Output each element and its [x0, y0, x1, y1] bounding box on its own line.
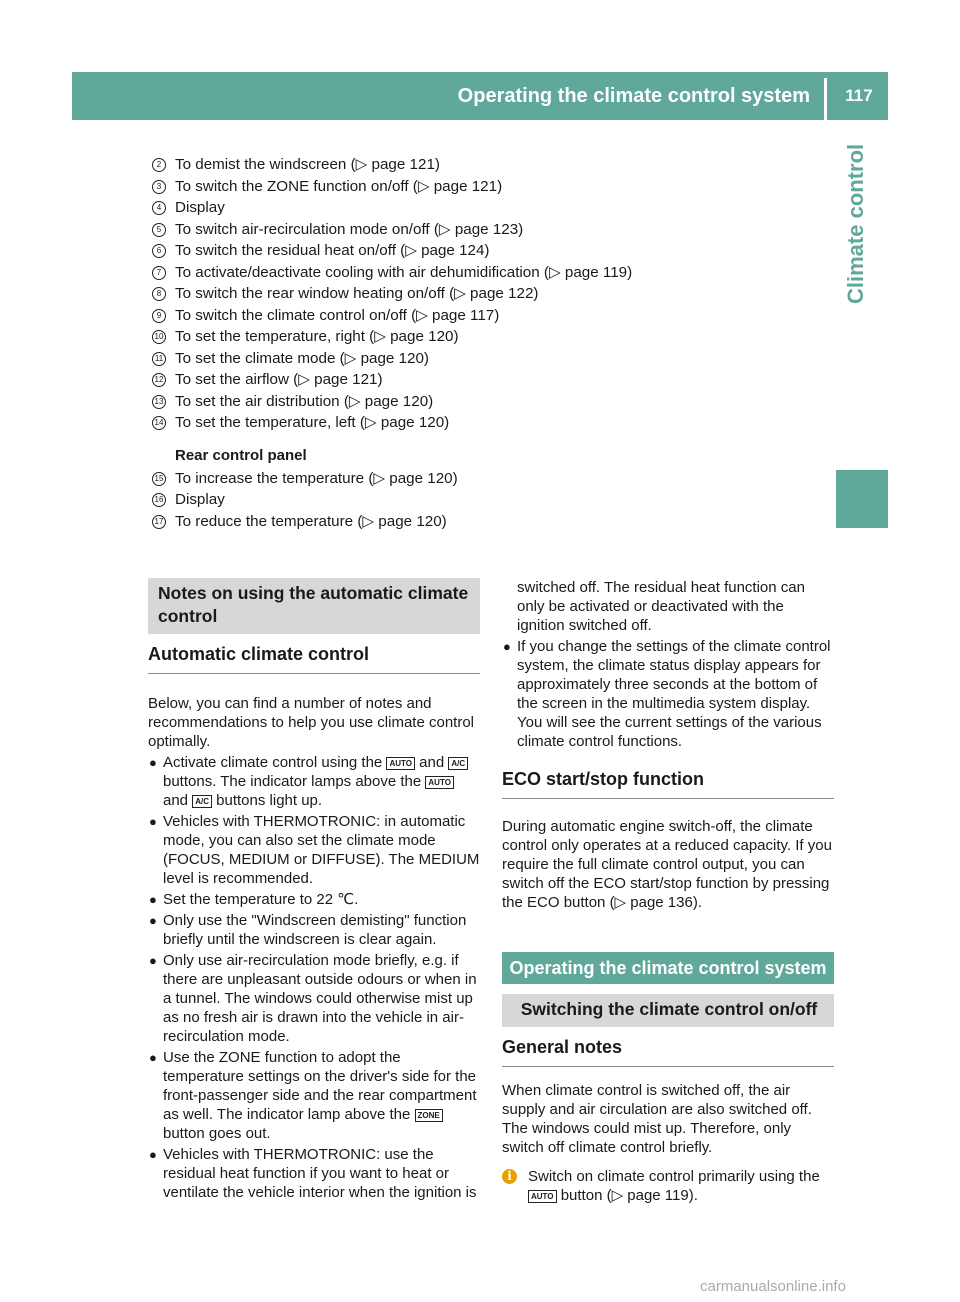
number-marker: 5: [152, 223, 166, 237]
list-item: 10 To set the temperature, right (▷ page 120): [152, 326, 852, 348]
section-heading: Automatic climate control: [148, 644, 480, 674]
list-item: 8 To switch the rear window heating on/off (▷ page 122): [152, 283, 852, 305]
ac-button-icon: A/C: [192, 795, 212, 808]
list-item: 3 To switch the ZONE function on/off (▷ page 121): [152, 176, 852, 198]
general-notes-paragraph: When climate control is switched off, the air supply and air circulation are also switched off. The windows could mist up. Therefore, only switch off climate control briefly.: [502, 1082, 812, 1156]
info-icon: i: [502, 1169, 517, 1184]
list-item: ● Only use the "Windscreen demisting" function briefly until the windscreen is clear again.: [149, 912, 467, 948]
section-title-box: Operating the climate control system: [502, 952, 834, 984]
list-item: ● Activate climate control using the AUTO and A/C buttons. The indicator lamps above the AUTO and A/C buttons light up.: [148, 753, 480, 810]
list-item: ● Vehicles with THERMOTRONIC: in automatic mode, you can also set the climate mode (FOCUS, MEDIUM or DIFFUSE). The MEDIUM level is recommended.: [149, 813, 480, 887]
number-marker: 11: [152, 352, 166, 366]
number-marker: 17: [152, 515, 166, 529]
eco-heading: ECO start/stop function: [502, 769, 834, 799]
list-item: 7 To activate/deactivate cooling with air dehumidification (▷ page 119): [152, 262, 852, 284]
side-tab-label: Climate control: [843, 143, 868, 304]
list-item: ● Use the ZONE function to adopt the temperature settings on the driver's side for the front-passenger side and the rear compartment as well. The indicator lamp above the ZONE button goes out.: [149, 1049, 477, 1142]
number-marker: 6: [152, 244, 166, 258]
number-marker: 15: [152, 472, 166, 486]
header-divider: [824, 78, 827, 120]
info-note: i Switch on climate control primarily using the AUTO button (▷ page 119).: [502, 1167, 834, 1205]
right-column: [502, 578, 834, 1205]
notes-list-continued: [502, 637, 834, 751]
subsection-title-box: Switching the climate control on/off: [502, 994, 834, 1027]
list-item: 12 To set the airflow (▷ page 121): [152, 369, 852, 391]
numbered-list: [152, 154, 852, 532]
general-notes-heading: General notes: [502, 1037, 834, 1067]
list-item: 4 Display: [152, 197, 852, 219]
auto-button-icon: AUTO: [528, 1190, 557, 1203]
page-title: Operating the climate control system: [457, 85, 810, 107]
list-item: ● Only use air-recirculation mode briefly, e.g. if there are unpleasant outside odours or when in a tunnel. The windows could otherwise mist up as no fresh air is drawn into the vehicle in air-recirculation mode.: [149, 952, 477, 1045]
list-item: ● Vehicles with THERMOTRONIC: use the residual heat function if you want to heat or ventilate the vehicle interior when the ignition is: [149, 1146, 477, 1201]
continuation-paragraph: switched off. The residual heat function can only be activated or deactivated with the ignition switched off.: [517, 579, 805, 634]
number-marker: 8: [152, 287, 166, 301]
list-item: 17 To reduce the temperature (▷ page 120): [152, 511, 852, 533]
number-marker: 2: [152, 158, 166, 172]
auto-button-icon: AUTO: [425, 776, 454, 789]
number-marker: 14: [152, 416, 166, 430]
list-item: 5 To switch air-recirculation mode on/off (▷ page 123): [152, 219, 852, 241]
number-marker: 4: [152, 201, 166, 215]
zone-button-icon: ZONE: [415, 1109, 443, 1122]
number-marker: 13: [152, 395, 166, 409]
number-marker: 10: [152, 330, 166, 344]
auto-button-icon: AUTO: [386, 757, 415, 770]
list-item: ● If you change the settings of the climate control system, the climate status display appears for approximately three seconds at the bottom of the screen in the multimedia system display. You will see the current settings of the various climate control functions.: [503, 638, 831, 750]
rear-panel-heading: Rear control panel: [175, 446, 307, 464]
page-number: 117: [845, 86, 873, 105]
list-item: 14 To set the temperature, left (▷ page 120): [152, 412, 852, 434]
intro-paragraph: Below, you can find a number of notes and recommendations to help you use climate control optimally.: [148, 695, 475, 750]
number-marker: 16: [152, 493, 166, 507]
notes-box-title: Notes on using the automatic climate control: [148, 578, 480, 634]
list-item: 2 To demist the windscreen (▷ page 121): [152, 154, 852, 176]
left-column: [148, 578, 480, 1204]
list-item: 16 Display: [152, 489, 852, 511]
ac-button-icon: A/C: [448, 757, 468, 770]
list-item: 9 To switch the climate control on/off (▷ page 117): [152, 305, 852, 327]
number-marker: 12: [152, 373, 166, 387]
list-item: 13 To set the air distribution (▷ page 120): [152, 391, 852, 413]
list-item: 15 To increase the temperature (▷ page 120): [152, 468, 852, 490]
number-marker: 9: [152, 309, 166, 323]
list-item: 11 To set the climate mode (▷ page 120): [152, 348, 852, 370]
header-bar: [72, 72, 888, 120]
eco-paragraph: During automatic engine switch-off, the climate control only operates at a reduced capacity. If you require the full climate control output, you can switch off the ECO start/stop function by pressing the ECO button (▷ page 136).: [502, 818, 832, 911]
notes-list: [148, 753, 480, 1202]
watermark: carmanualsonline.info: [700, 1278, 846, 1295]
number-marker: 3: [152, 180, 166, 194]
list-item: 6 To switch the residual heat on/off (▷ page 124): [152, 240, 852, 262]
list-item: ● Set the temperature to 22 ℃.: [149, 891, 359, 908]
number-marker: 7: [152, 266, 166, 280]
